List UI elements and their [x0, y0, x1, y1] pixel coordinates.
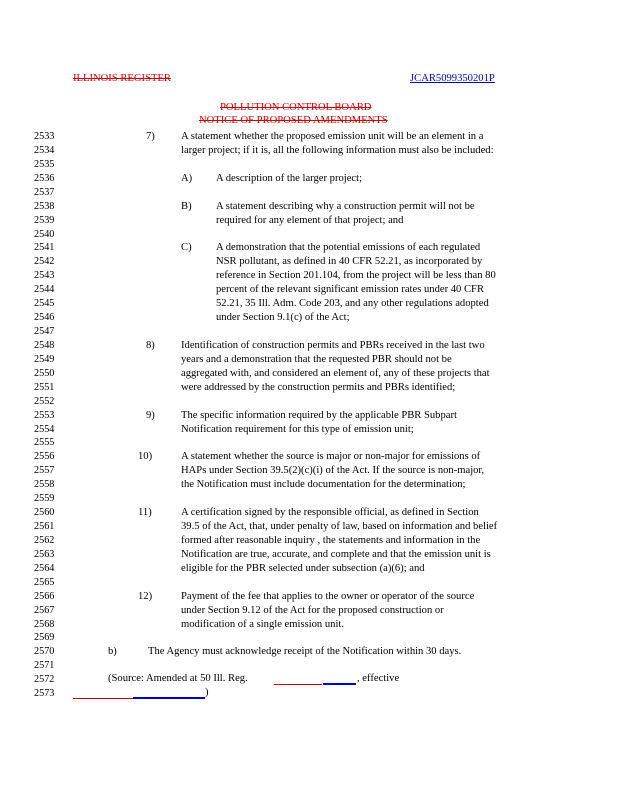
body-text-line: HAPs under Section 39.5(2)(c)(i) of the Act. If the source is non-major, — [181, 465, 485, 476]
item-number: 8) — [146, 340, 155, 351]
blank-red-1 — [274, 684, 322, 685]
line-number: 2564 — [34, 563, 55, 574]
body-text-line: 39.5 of the Act, that, under penalty of law, based on information and belief — [181, 521, 498, 532]
body-text-line: 52.21, 35 Ill. Adm. Code 203, and any other regulations adopted — [216, 298, 489, 309]
line-number: 2568 — [34, 619, 55, 630]
line-number: 2540 — [34, 229, 55, 240]
body-text-line: years and a demonstration that the requested PBR should not be — [181, 354, 452, 365]
body-text-line: NSR pollutant, as defined in 40 CFR 52.21, as incorporated by — [216, 256, 483, 267]
line-number: 2543 — [34, 270, 55, 281]
item-number: 10) — [138, 451, 153, 462]
item-number: 11) — [138, 507, 152, 518]
body-text-line: Notification requirement for this type of emission unit; — [181, 424, 414, 435]
line-number: 2548 — [34, 340, 55, 351]
subitem-letter: C) — [181, 242, 192, 253]
line-number: 2558 — [34, 479, 55, 490]
body-text-line: A statement describing why a construction permit will not be — [216, 201, 475, 212]
line-number: 2539 — [34, 215, 55, 226]
subitem-letter: A) — [181, 173, 193, 184]
body-text-line: formed after reasonable inquiry , the statements and information in the — [181, 535, 481, 546]
line-number: 2573 — [34, 688, 55, 699]
line-number: 2535 — [34, 159, 55, 170]
register-title: ILLINOIS REGISTER — [73, 73, 171, 84]
line-number: 2536 — [34, 173, 55, 184]
item-number: 7) — [146, 131, 155, 142]
line-number: 2541 — [34, 242, 55, 253]
line-number: 2571 — [34, 660, 55, 671]
line-number: 2561 — [34, 521, 55, 532]
line-number: 2554 — [34, 424, 55, 435]
line-number: 2549 — [34, 354, 55, 365]
body-text-line: under Section 9.12 of the Act for the proposed construction or — [181, 605, 444, 616]
line-number: 2566 — [34, 591, 55, 602]
source-prefix: (Source: Amended at 50 Ill. Reg. — [108, 673, 248, 684]
line-number: 2560 — [34, 507, 55, 518]
line-number: 2542 — [34, 256, 55, 267]
line-number: 2533 — [34, 131, 55, 142]
body-text-line: A description of the larger project; — [216, 173, 363, 184]
body-text-line: A certification signed by the responsible official, as defined in Section — [181, 507, 479, 518]
body-text-line: A demonstration that the potential emissions of each regulated — [216, 242, 481, 253]
body-text-line: A statement whether the proposed emission unit will be an element in a — [181, 131, 484, 142]
line-number: 2559 — [34, 493, 55, 504]
subsection-letter: b) — [108, 646, 117, 657]
body-text-line: under Section 9.1(c) of the Act; — [216, 312, 350, 323]
line-number: 2570 — [34, 646, 55, 657]
line-number: 2551 — [34, 382, 55, 393]
line-number: 2544 — [34, 284, 55, 295]
body-text-line: The specific information required by the applicable PBR Subpart — [181, 410, 457, 421]
body-text-line: Notification are true, accurate, and complete and that the emission unit is — [181, 549, 491, 560]
body-text-line: aggregated with, and considered an element of, any of these projects that — [181, 368, 490, 379]
line-number: 2562 — [34, 535, 55, 546]
blank-red-2 — [73, 698, 133, 699]
body-text-line: larger project; if it is, all the following information must also be included: — [181, 145, 494, 156]
line-number: 2557 — [34, 465, 55, 476]
body-text-line: percent of the relevant significant emission rates under 40 CFR — [216, 284, 485, 295]
line-number: 2546 — [34, 312, 55, 323]
body-text-line: the Notification must include documentation for the determination; — [181, 479, 466, 490]
body-text-line: were addressed by the construction permits and PBRs identified; — [181, 382, 456, 393]
line-number: 2538 — [34, 201, 55, 212]
body-text-line: Identification of construction permits and PBRs received in the last two — [181, 340, 485, 351]
line-number: 2534 — [34, 145, 55, 156]
body-text-line: reference in Section 201.104, from the project will be less than 80 — [216, 270, 496, 281]
line-number: 2550 — [34, 368, 55, 379]
board-title: POLLUTION CONTROL BOARD — [220, 102, 372, 113]
blank-blue-2 — [133, 697, 205, 699]
line-number: 2563 — [34, 549, 55, 560]
line-number: 2537 — [34, 187, 55, 198]
source-effective: , effective — [357, 673, 400, 684]
line-number: 2572 — [34, 674, 55, 685]
line-number: 2569 — [34, 632, 55, 643]
body-text-line: The Agency must acknowledge receipt of the Notification within 30 days. — [148, 646, 462, 657]
source-close: ) — [205, 687, 209, 698]
body-text-line: A statement whether the source is major or non-major for emissions of — [181, 451, 481, 462]
body-text-line: eligible for the PBR selected under subsection (a)(6); and — [181, 563, 425, 574]
subitem-letter: B) — [181, 201, 192, 212]
body-text-line: Payment of the fee that applies to the owner or operator of the source — [181, 591, 475, 602]
line-number: 2547 — [34, 326, 55, 337]
notice-title: NOTICE OF PROPOSED AMENDMENTS — [199, 115, 388, 126]
item-number: 12) — [138, 591, 153, 602]
line-number: 2556 — [34, 451, 55, 462]
item-number: 9) — [146, 410, 155, 421]
jcar-code: JCAR5099350201P — [410, 73, 495, 84]
body-text-line: required for any element of that project; and — [216, 215, 404, 226]
line-number: 2565 — [34, 577, 55, 588]
line-number: 2545 — [34, 298, 55, 309]
line-number: 2553 — [34, 410, 55, 421]
line-number: 2567 — [34, 605, 55, 616]
body-text-line: modification of a single emission unit. — [181, 619, 345, 630]
line-number: 2555 — [34, 437, 55, 448]
line-number: 2552 — [34, 396, 55, 407]
blank-blue-1 — [323, 683, 356, 685]
